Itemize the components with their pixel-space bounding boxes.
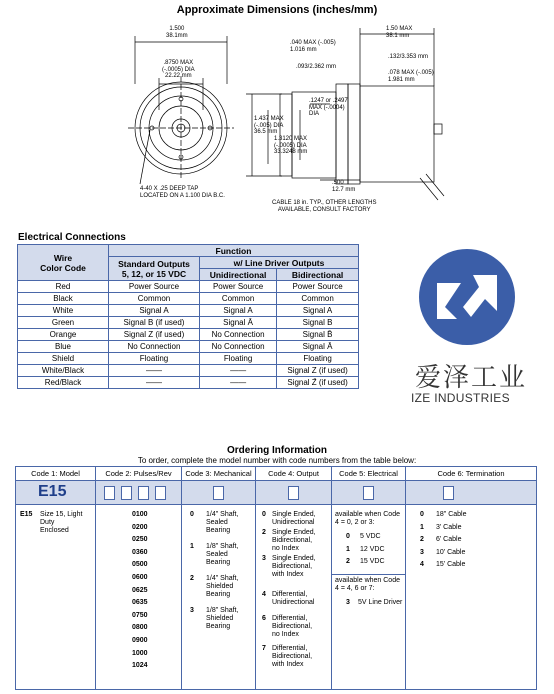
output-desc: Differential, Unidirectional (272, 591, 315, 606)
dim-front-dia: .8750 MAX (-.0005) DIA 22.22 mm (162, 60, 195, 79)
electrical-cell: Black (18, 293, 109, 305)
ordering-title: Ordering Information (227, 445, 327, 456)
pulse-option: 1024 (132, 662, 148, 670)
electrical-cell: —— (200, 365, 277, 377)
termination-code: 2 (420, 536, 424, 543)
termination-code: 4 (420, 561, 424, 568)
electrical-cell: —— (200, 377, 277, 389)
electrical-row (18, 329, 359, 341)
electrical-divider (332, 574, 405, 575)
output-code: 6 (262, 615, 266, 622)
termination-desc: 18" Cable (436, 511, 467, 518)
output-code: 2 (262, 529, 266, 536)
electrical-cell: Signal Ā (277, 341, 359, 353)
code5-header: Code 5: Electrical (332, 467, 406, 481)
mechanical-desc: 1/4" Shaft, Sealed Bearing (206, 511, 239, 534)
pulse-option: 0800 (132, 624, 148, 632)
pulse-option: 0750 (132, 611, 148, 619)
termination-code-cell (406, 481, 536, 505)
pulse-option: 0900 (132, 637, 148, 644)
dim-side-overall: 1.50 MAX 38.1 mm (386, 26, 413, 39)
termination-desc: 6' Cable (436, 536, 462, 543)
ize-logo-icon (415, 247, 519, 347)
uni-header: Unidirectional (200, 269, 277, 281)
electrical-cell: White (18, 305, 109, 317)
mechanical-desc: 1/8" Shaft, Shielded Bearing (206, 607, 239, 630)
standard-header: Standard Outputs 5, 12, or 15 VDC (109, 257, 200, 281)
electrical-code: 0 (346, 533, 350, 540)
electrical-title: Electrical Connections (18, 232, 126, 243)
code-box[interactable] (363, 486, 374, 500)
model-desc: Size 15, Light Duty Enclosed (40, 511, 83, 534)
bi-header: Bidirectional (277, 269, 359, 281)
dim-side-13120: 1.3120 MAX (-.0005) DIA 33.3248 mm (274, 136, 308, 155)
mech-code-cell (182, 481, 256, 505)
mechanical-code: 3 (190, 607, 194, 614)
electrical-code-cell (332, 481, 406, 505)
dim-front-width: 1.500 38.1mm (166, 26, 188, 39)
termination-code: 1 (420, 523, 424, 531)
electrical-cell: Blue (18, 341, 109, 353)
output-column (256, 505, 332, 689)
electrical-cell: Power Source (277, 281, 359, 293)
dim-side-500: .500 12.7 mm (332, 180, 356, 193)
electrical-cell: Power Source (109, 281, 200, 293)
electrical-cell: Signal A (277, 305, 359, 317)
electrical-cell: Signal Ā (200, 317, 277, 329)
pulse-option: 0360 (132, 548, 148, 556)
pulse-option: 0100 (132, 511, 148, 518)
electrical-code: 1 (346, 545, 350, 553)
dim-side-078: .078 MAX (-.005) 1.981 mm (388, 70, 434, 83)
electrical-cell: No Connection (109, 341, 200, 353)
output-code: 7 (262, 645, 266, 652)
electrical-desc: 12 VDC (360, 545, 385, 553)
electrical-note1: available when Code 4 = 0, 2 or 3: (335, 511, 400, 526)
electrical-desc: 15 VDC (360, 558, 385, 565)
termination-desc: 3' Cable (436, 523, 462, 531)
electrical-row (18, 365, 359, 377)
electrical-column (332, 505, 406, 689)
output-desc: Single Ended, Bidirectional, with Index (272, 555, 316, 578)
electrical-code: 3 (346, 599, 350, 606)
electrical-cell: Green (18, 317, 109, 329)
termination-desc: 15' Cable (436, 561, 466, 568)
electrical-desc: 5V Line Driver (358, 599, 403, 606)
code2-header: Code 2: Pulses/Rev (96, 467, 182, 481)
code3-header: Code 3: Mechanical (182, 467, 256, 481)
output-desc: Differential, Bidirectional, no Index (272, 615, 313, 638)
electrical-rows (18, 281, 359, 389)
mechanical-desc: 1/8" Shaft, Sealed Bearing (206, 543, 239, 566)
code1-header: Code 1: Model (16, 467, 96, 481)
electrical-cell: Common (277, 293, 359, 305)
electrical-cell: Signal Z (if used) (277, 365, 359, 377)
electrical-cell: Power Source (200, 281, 277, 293)
dim-side-040: .040 MAX (-.005) 1.016 mm (290, 40, 336, 53)
dim-front-tap: 4-40 X .25 DEEP TAP LOCATED ON A 1.100 DIA B.C. (140, 186, 225, 199)
termination-code: 3 (420, 548, 424, 556)
output-desc: Differential, Bidirectional, with Index (272, 645, 313, 668)
electrical-cell: Shield (18, 353, 109, 365)
model-code: E15 (38, 483, 67, 500)
electrical-cell: —— (109, 365, 200, 377)
logo-text-en: IZE INDUSTRIES (411, 391, 510, 405)
model-desc-code: E15 (20, 511, 33, 518)
code-box[interactable] (104, 486, 115, 500)
electrical-row (18, 317, 359, 329)
dim-side-1437: 1.437 MAX (-.005) DIA 36.5 mm (254, 116, 284, 135)
termination-column (406, 505, 536, 689)
wire-header: Wire Color Code (18, 245, 109, 281)
pulses-column (96, 505, 182, 689)
electrical-cell: Floating (200, 353, 277, 365)
electrical-code: 2 (346, 558, 350, 565)
electrical-cell: Orange (18, 329, 109, 341)
pulse-option: 0200 (132, 523, 148, 531)
electrical-row (18, 305, 359, 317)
code4-header: Code 4: Output (256, 467, 332, 481)
electrical-cell: Floating (277, 353, 359, 365)
output-code: 0 (262, 511, 266, 518)
dim-side-1247: .1247 or .2497 MAX (-.0004) DIA (309, 98, 348, 117)
model-code-cell (16, 481, 96, 505)
mechanical-code: 2 (190, 575, 194, 582)
termination-code: 0 (420, 511, 424, 518)
dim-side-093: .093/2.362 mm (296, 64, 337, 70)
mechanical-desc: 1/4" Shaft, Shielded Bearing (206, 575, 239, 598)
output-code: 4 (262, 591, 266, 598)
electrical-row (18, 341, 359, 353)
pulse-option: 0250 (132, 536, 148, 544)
electrical-cell: Red (18, 281, 109, 293)
output-desc: Single Ended, Bidirectional, no Index (272, 529, 316, 552)
electrical-cell: Signal Z (if used) (109, 329, 200, 341)
electrical-cell: Signal B (if used) (109, 317, 200, 329)
ordering-table (15, 466, 537, 690)
electrical-cell: Common (200, 293, 277, 305)
electrical-cell: Signal A (200, 305, 277, 317)
pulse-option: 0600 (132, 574, 148, 581)
dim-cable-note: CABLE 18 in. TYP., OTHER LENGTHS AVAILABLE, CONSULT FACTORY (272, 200, 377, 213)
ordering-subtitle: To order, complete the model number with code numbers from the table below: (137, 456, 417, 465)
logo-text-cn: 爱泽工业 (415, 363, 528, 393)
mechanical-code: 1 (190, 543, 194, 550)
dimensions-title: Approximate Dimensions (inches/mm) (176, 4, 378, 16)
electrical-cell: No Connection (200, 329, 277, 341)
electrical-desc: 5 VDC (360, 533, 381, 540)
electrical-cell: Signal Z̄ (if used) (277, 377, 359, 389)
code6-header: Code 6: Termination (406, 467, 536, 481)
pulses-code-cell (96, 481, 182, 505)
pulse-option: 0500 (132, 561, 148, 569)
dim-side-132: .132/3.353 mm (388, 54, 429, 60)
code-box[interactable] (155, 486, 166, 500)
code-box[interactable] (288, 486, 299, 500)
electrical-cell: Signal B̄ (277, 329, 359, 341)
electrical-cell: Signal B (277, 317, 359, 329)
function-header: Function (109, 245, 359, 257)
code-box[interactable] (213, 486, 224, 500)
electrical-cell: Red/Black (18, 377, 109, 389)
code-box[interactable] (443, 486, 454, 500)
line-driver-header: w/ Line Driver Outputs (200, 257, 359, 269)
electrical-cell: No Connection (200, 341, 277, 353)
electrical-row (18, 281, 359, 293)
code-box[interactable] (138, 486, 149, 500)
output-desc: Single Ended, Unidirectional (272, 511, 316, 526)
mechanical-code: 0 (190, 511, 194, 518)
termination-desc: 10' Cable (436, 548, 466, 556)
pulse-option: 1000 (132, 649, 148, 657)
output-code-cell (256, 481, 332, 505)
electrical-cell: —— (109, 377, 200, 389)
pulse-option: 0625 (132, 586, 148, 594)
electrical-cell: White/Black (18, 365, 109, 377)
output-code: 3 (262, 555, 266, 562)
electrical-note2: available when Code 4 = 4, 6 or 7: (335, 577, 400, 592)
electrical-row (18, 293, 359, 305)
electrical-row (18, 377, 359, 389)
electrical-cell: Signal A (109, 305, 200, 317)
electrical-cell: Floating (109, 353, 200, 365)
code-box[interactable] (121, 486, 132, 500)
dimension-drawing (0, 0, 554, 230)
electrical-table (17, 244, 359, 389)
pulse-option: 0635 (132, 599, 148, 607)
electrical-row (18, 353, 359, 365)
electrical-cell: Common (109, 293, 200, 305)
mechanical-column (182, 505, 256, 689)
model-column (16, 505, 96, 689)
